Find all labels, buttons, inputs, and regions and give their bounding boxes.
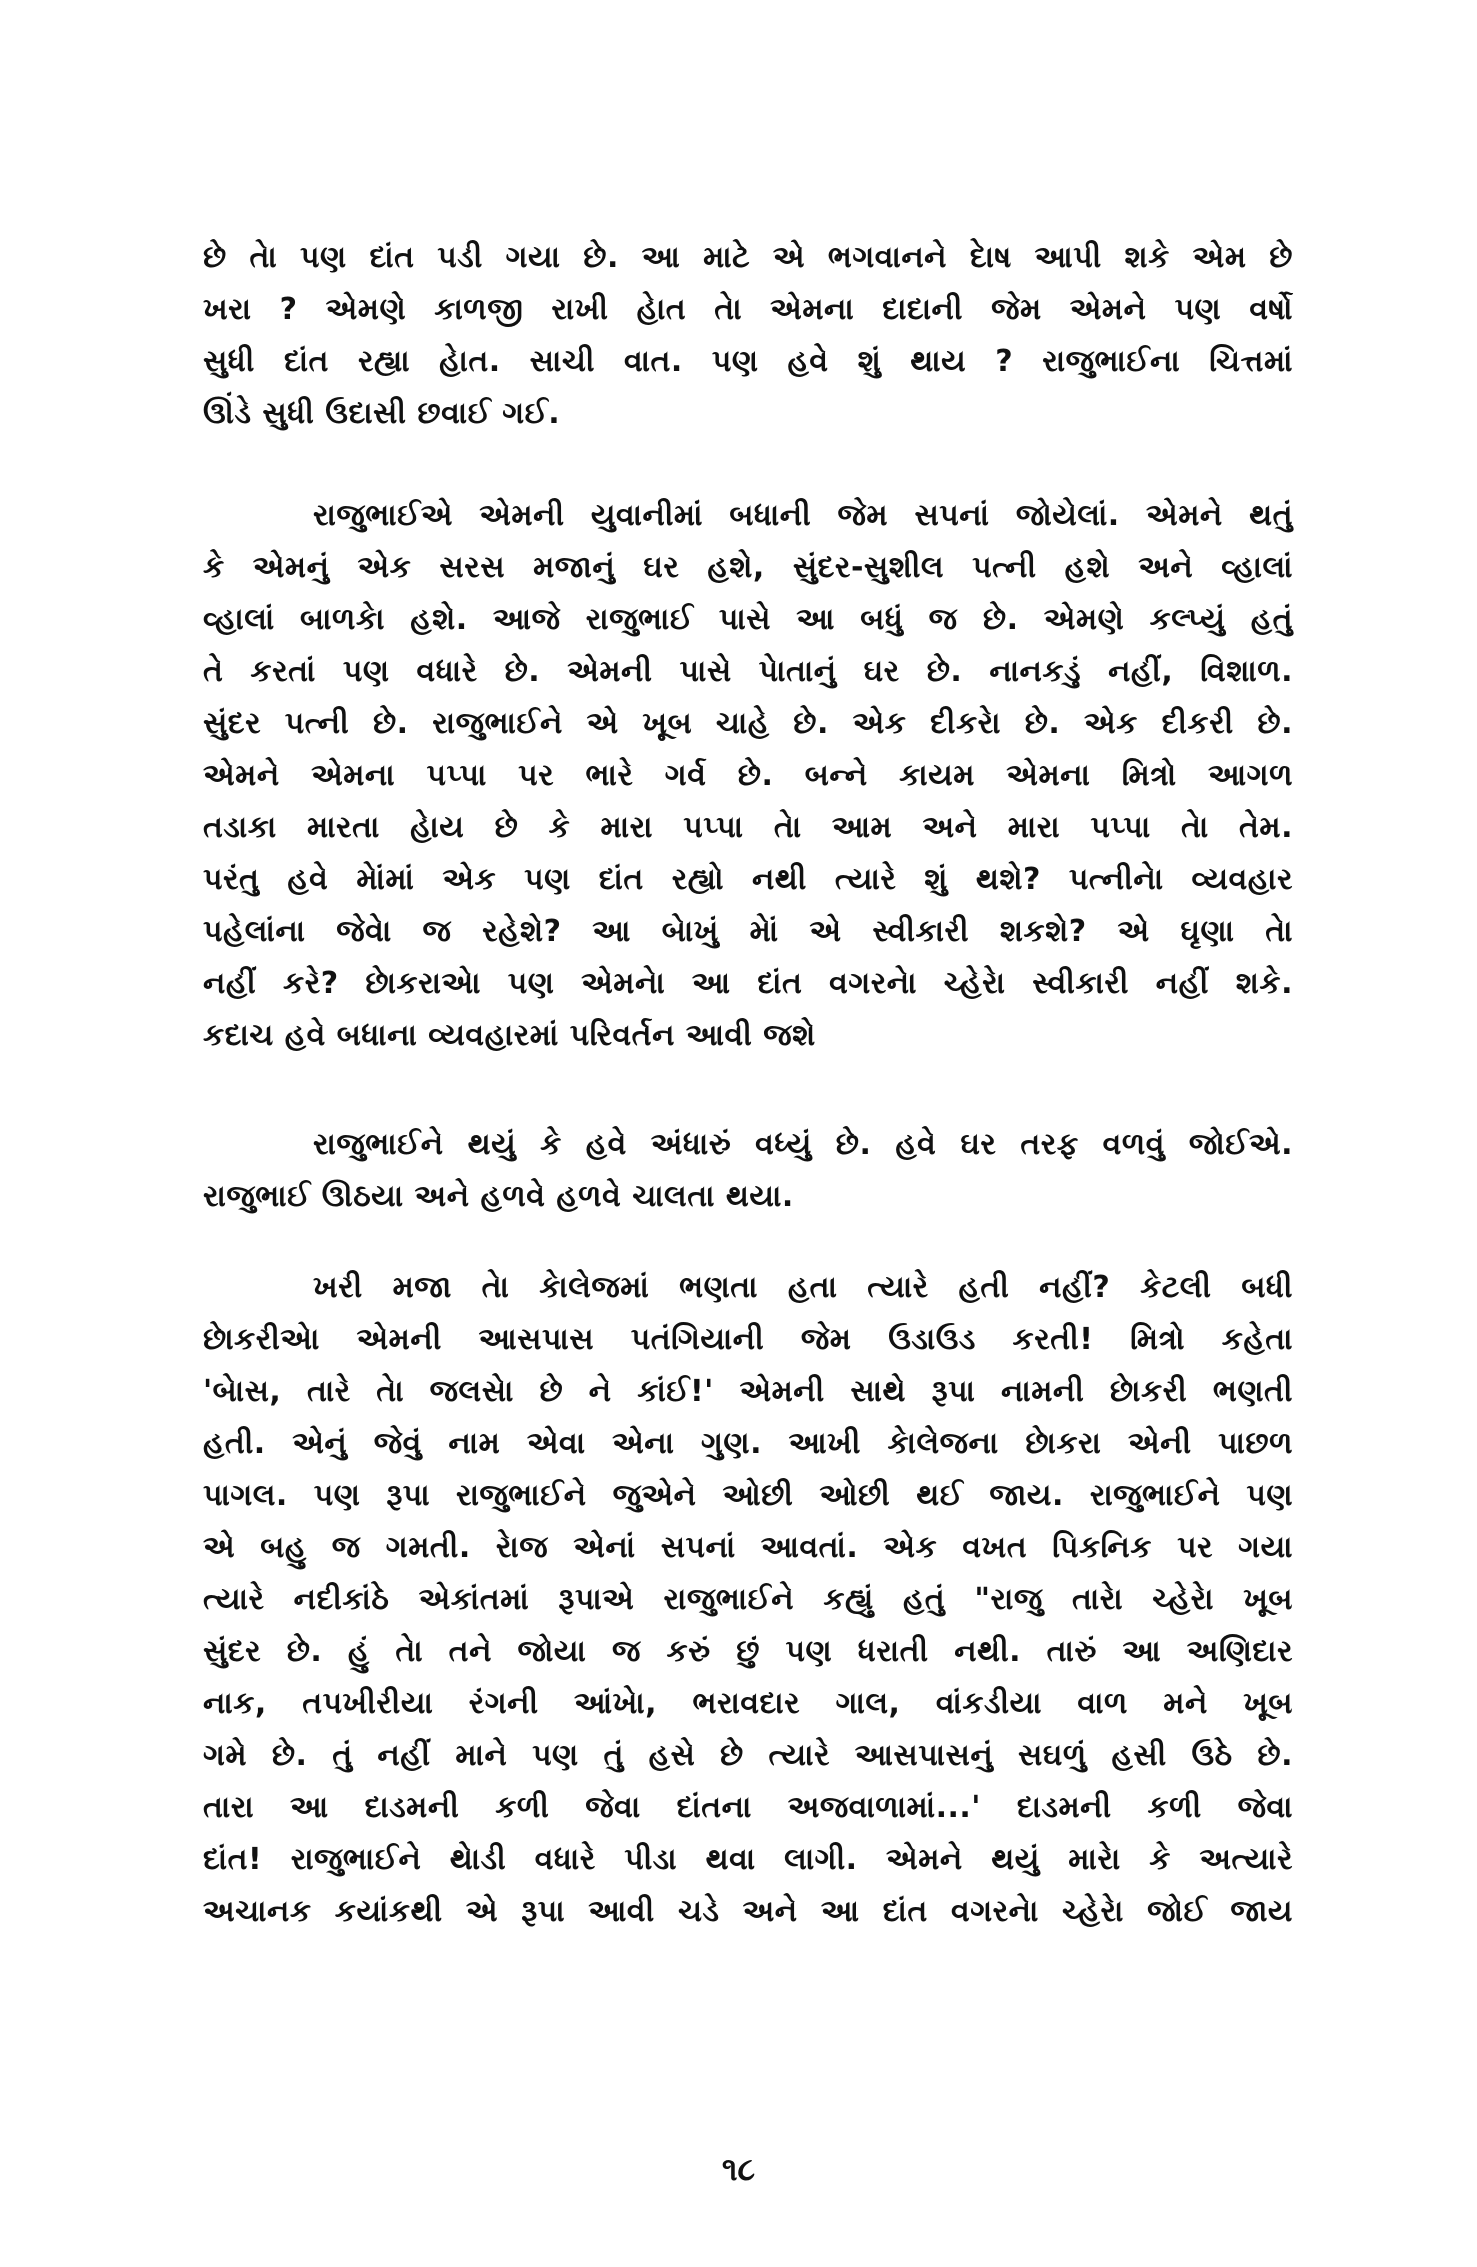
text-line: તે કરતાં પણ વધારે છે. એમની પાસે પેાતાનું ઘર છે. નાનકડું નહીં, વિશાળ. bbox=[203, 654, 1293, 689]
text-line: રાજુભાઈએ એમની યુવાનીમાં બધાની જેમ સપનાં જોયેલાં. એમને થતું bbox=[313, 498, 1293, 533]
text-line: કે એમનું એક સરસ મજાનું ઘર હશે, સુંદર-સુશીલ પત્ની હશે અને વ્હાલાં bbox=[203, 550, 1293, 585]
text-line: રાજુભાઈને થયું કે હવે અંધારું વધ્યું છે. હવે ઘર તરફ વળવું જોઈએ. bbox=[313, 1127, 1293, 1162]
text-line: પરંતુ હવે મેાંમાં એક પણ દાંત રહ્યો નથી ત્યારે શું થશે? પત્નીનેા વ્યવહાર bbox=[203, 862, 1293, 897]
text-line: છેાકરીએા એમની આસપાસ પતંગિયાની જેમ ઉડાઉડ કરતી! મિત્રો કહેતા bbox=[203, 1322, 1293, 1357]
text-line: રાજુભાઈ ઊઠયા અને હળવે હળવે ચાલતા થયા. bbox=[203, 1179, 794, 1214]
page-number: ૧૮ bbox=[721, 2150, 756, 2188]
text-line: સુંદર છે. હું તેા તને જોયા જ કરું છું પણ ધરાતી નથી. તારું આ અણિદાર bbox=[203, 1634, 1293, 1669]
paragraph-3 bbox=[203, 1119, 1293, 1223]
paragraph-2 bbox=[203, 490, 1293, 1062]
text-line: ખરા ? એમણે કાળજી રાખી હેાત તેા એમના દાદાની જેમ એમને પણ વર્ષો bbox=[203, 292, 1293, 327]
text-line: હતી. એનું જેવું નામ એવા એના ગુણ. આખી કેાલેજના છેાકરા એની પાછળ bbox=[203, 1426, 1293, 1461]
text-line: પાગલ. પણ રૂપા રાજુભાઈને જુએને ઓછી ઓછી થઈ જાય. રાજુભાઈને પણ bbox=[203, 1478, 1293, 1513]
text-line: 'બેાસ, તારે તેા જલસેા છે ને કાંઈ!' એમની સાથે રૂપા નામની છેાકરી ભણતી bbox=[203, 1374, 1293, 1409]
text-line: એ બહુ જ ગમતી. રેાજ એનાં સપનાં આવતાં. એક વખત પિકનિક પર ગયા bbox=[203, 1530, 1293, 1565]
text-line: વ્હાલાં બાળકેા હશે. આજે રાજુભાઈ પાસે આ બધું જ છે. એમણે કલ્પ્યું હતું bbox=[203, 602, 1293, 637]
text-line: છે તેા પણ દાંત પડી ગયા છે. આ માટે એ ભગવાનને દેાષ આપી શકે એમ છે bbox=[203, 240, 1293, 275]
paragraph-1 bbox=[203, 232, 1293, 440]
text-line: કદાચ હવે બધાના વ્યવહારમાં પરિવર્તન આવી જશે bbox=[203, 1018, 816, 1053]
text-line: ગમે છે. તું નહીં માને પણ તું હસે છે ત્યારે આસપાસનું સઘળું હસી ઉઠે છે. bbox=[203, 1738, 1293, 1773]
text-line: તારા આ દાડમની કળી જેવા દાંતના અજવાળામાં...' દાડમની કળી જેવા bbox=[203, 1790, 1293, 1825]
text-line: એમને એમના પપ્પા પર ભારે ગર્વ છે. બન્ને કાયમ એમના મિત્રો આગળ bbox=[203, 758, 1293, 793]
text-line: નાક, તપખીરીયા રંગની આંખેા, ભરાવદાર ગાલ, વાંકડીયા વાળ મને ખૂબ bbox=[203, 1686, 1293, 1721]
text-line: પહેલાંના જેવેા જ રહેશે? આ બેાખું મેાં એ સ્વીકારી શકશે? એ ઘૃણા તેા bbox=[203, 914, 1293, 949]
text-line: નહીં કરે? છેાકરાએા પણ એમનેા આ દાંત વગરનેા ચ્હેરેા સ્વીકારી નહીં શકે. bbox=[203, 966, 1293, 1001]
paragraph-4 bbox=[203, 1262, 1293, 1938]
text-line: દાંત! રાજુભાઈને થેાડી વધારે પીડા થવા લાગી. એમને થયું મારેા કે અત્યારે bbox=[203, 1842, 1293, 1877]
text-line: ત્યારે નદીકાંઠે એકાંતમાં રૂપાએ રાજુભાઈને કહ્યું હતું "રાજુ તારેા ચ્હેરેા ખૂબ bbox=[203, 1582, 1293, 1617]
text-line: અચાનક કયાંકથી એ રૂપા આવી ચડે અને આ દાંત વગરનેા ચ્હેરેા જોઈ જાય bbox=[203, 1894, 1293, 1929]
text-line: ઊંડે સુધી ઉદાસી છવાઈ ગઈ. bbox=[203, 396, 561, 431]
text-line: સુધી દાંત રહ્યા હેાત. સાચી વાત. પણ હવે શું થાય ? રાજુભાઈના ચિત્તમાં bbox=[203, 344, 1293, 379]
text-line: ખરી મજા તેા કેાલેજમાં ભણતા હતા ત્યારે હતી નહીં? કેટલી બધી bbox=[313, 1270, 1293, 1305]
text-line: સુંદર પત્ની છે. રાજુભાઈને એ ખૂબ ચાહે છે. એક દીકરેા છે. એક દીકરી છે. bbox=[203, 706, 1293, 741]
text-line: તડાકા મારતા હેાય છે કે મારા પપ્પા તેા આમ અને મારા પપ્પા તેા તેમ. bbox=[203, 810, 1293, 845]
